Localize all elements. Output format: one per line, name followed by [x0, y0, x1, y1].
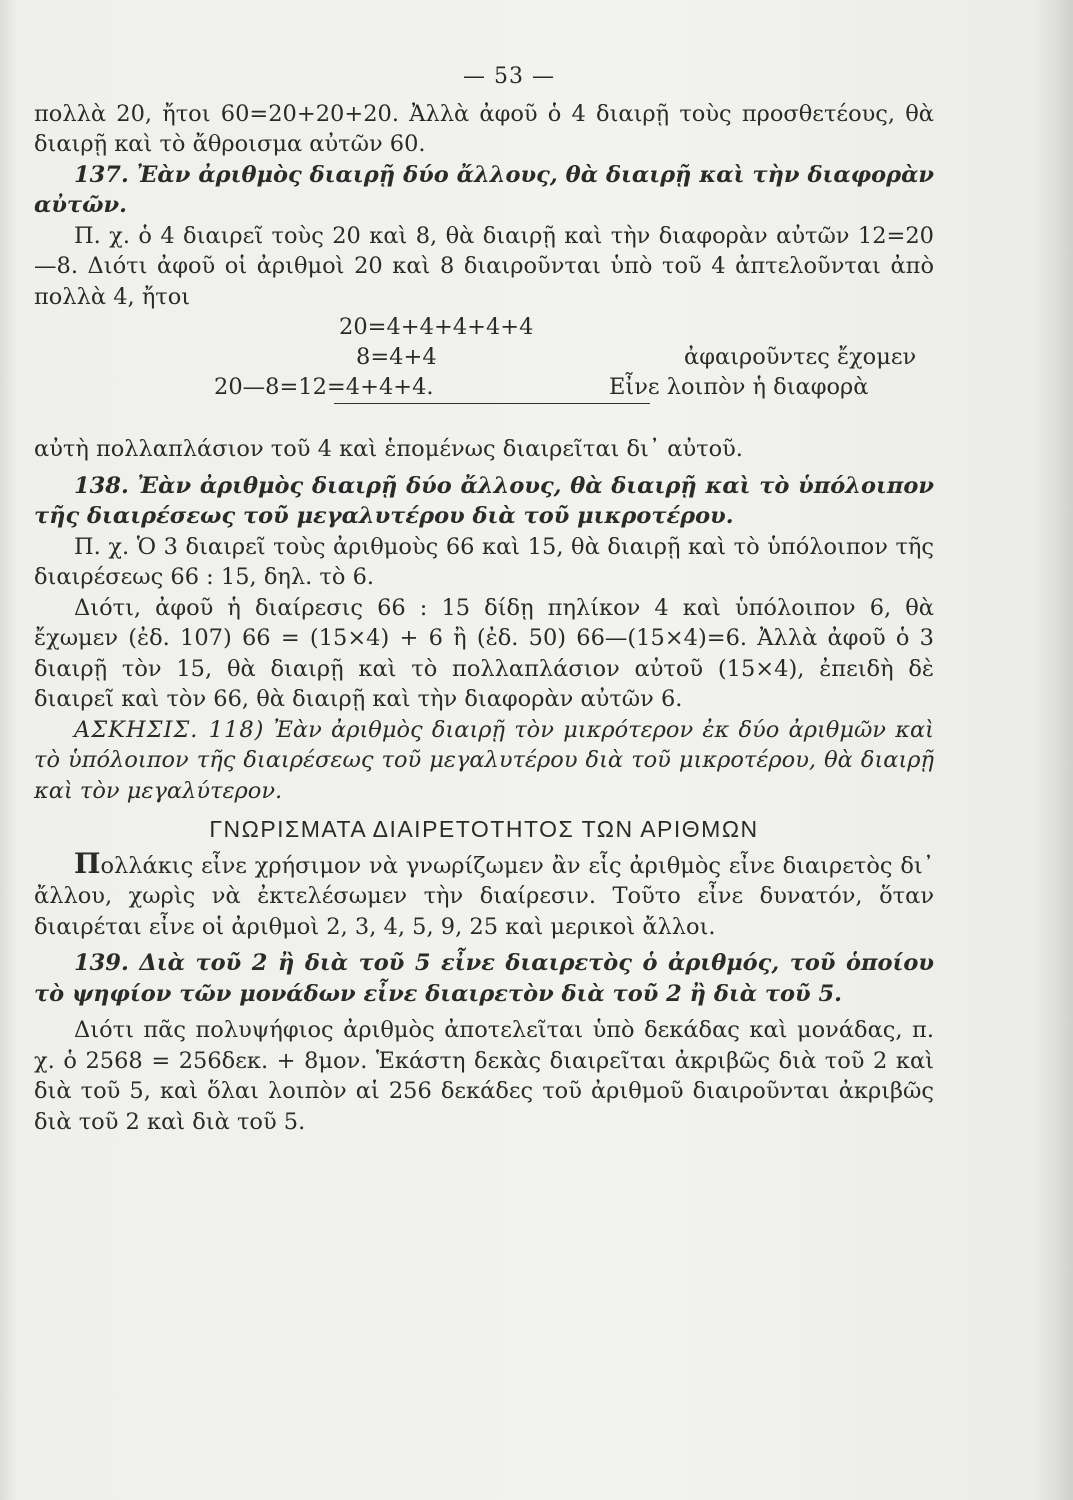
theorem-139: 139. Διὰ τοῦ 2 ἢ διὰ τοῦ 5 εἶνε διαιρετὸς ὁ ἀριθμός, τοῦ ὁποίου τὸ ψηφίον τῶν μονάδων εἶνε διαιρετὸν διὰ τοῦ 2 ἢ διὰ τοῦ 5. [34, 950, 934, 1007]
equation-1: 20=4+4+4+4+4 [339, 314, 534, 340]
subtraction-equations [34, 312, 934, 434]
paragraph-138-proof: Διότι, ἀφοῦ ἡ διαίρεσις 66 : 15 δίδῃ πηλίκον 4 καὶ ὑπόλοιπον 6, θὰ ἔχωμεν (ἐδ. 107) 66 = (15×4) + 6 ἢ (ἐδ. 50) 66—(15×4)=6. Ἀλλὰ ἀφοῦ ὁ 3 διαιρῇ τὸν 15, θὰ διαιρῇ καὶ τὸ πολλαπλάσιον αὐτοῦ (15×4), ἐπειδὴ δὲ διαιρεῖ καὶ τὸν 66, θὰ διαιρῇ καὶ τὴν διαφορὰν αὐτῶν 6. [34, 594, 934, 712]
exercise-text: Ἐὰν ἀριθμὸς διαιρῇ τὸν μικρότερον ἐκ δύο ἀριθμῶν καὶ τὸ ὑπόλοιπον τῆς διαιρέσεως τοῦ μεγαλυτέρου διὰ τοῦ μικροτέρου, θὰ διαιρῇ καὶ τὸν μεγαλύτερον. [34, 716, 935, 804]
equation-3: 20—8=12=4+4+4. [214, 374, 434, 400]
section-heading: ΓΝΩΡΙΣΜΑΤΑ ΔΙΑΙΡΕΤΟΤΗΤΟΣ ΤΩΝ ΑΡΙΘΜΩΝ [209, 816, 759, 842]
page-spine-shadow [1033, 0, 1073, 1500]
paragraph-137-conclusion: αὐτὴ πολλαπλάσιον τοῦ 4 καὶ ἑπομένως διαιρεῖται δι᾽ αὐτοῦ. [34, 436, 743, 462]
drop-cap: Π [74, 846, 101, 880]
paragraph-137-example: Π. χ. ὁ 4 διαιρεῖ τοὺς 20 καὶ 8, θὰ διαιρῇ καὶ τὴν διαφορὰν αὐτῶν 12=20—8. Διότι ἀφοῦ οἱ ἀριθμοὶ 20 καὶ 8 διαιροῦνται ὑπὸ τοῦ 4 ἀπτελοῦνται ἀπὸ πολλὰ 4, ἤτοι [34, 222, 934, 310]
paragraph-138-example: Π. χ. Ὁ 3 διαιρεῖ τοὺς ἀριθμοὺς 66 καὶ 15, θὰ διαιρῇ καὶ τὸ ὑπόλοιπον τῆς διαιρέσεως 66 : 15, δηλ. τὸ 6. [34, 533, 934, 590]
page-number: — 53 — [463, 64, 555, 89]
equation-2-note: ἀφαιροῦντες ἔχομεν [684, 344, 917, 370]
theorem-137: 137. Ἐὰν ἀριθμὸς διαιρῇ δύο ἄλλους, θὰ διαιρῇ καὶ τὴν διαφορὰν αὐτῶν. [34, 161, 934, 218]
exercise-118 [34, 715, 934, 807]
paragraph-continuation: πολλὰ 20, ἤτοι 60=20+20+20. Ἀλλὰ ἀφοῦ ὁ 4 διαιρῇ τοὺς προσθετέους, θὰ διαιρῇ καὶ τὸ ἄθροισμα αὐτῶν 60. [34, 100, 934, 157]
exercise-label: ΑΣΚΗΣΙΣ. 118) [74, 716, 265, 743]
theorem-138: 138. Ἐὰν ἀριθμὸς διαιρῇ δύο ἄλλους, θὰ διαιρῇ καὶ τὸ ὑπόλοιπον τῆς διαιρέσεως τοῦ μεγαλυτέρου διὰ τοῦ μικροτέρου. [34, 472, 934, 529]
page-content [34, 62, 934, 1137]
paragraph-139-proof: Διότι πᾶς πολυψήφιος ἀριθμὸς ἀποτελεῖται ὑπὸ δεκάδας καὶ μονάδας, π. χ. ὁ 2568 = 256δεκ. + 8μον. Ἑκάστη δεκὰς διαιρεῖται ἀκριβῶς διὰ τοῦ 2 καὶ διὰ τοῦ 5, καὶ ὅλαι λοιπὸν αἱ 256 δεκάδες τοῦ ἀριθμοῦ διαιροῦνται ἀκριβῶς διὰ τοῦ 2 καὶ διὰ τοῦ 5. [34, 1017, 934, 1135]
equation-3-note: Εἶνε λοιπὸν ἡ διαφορὰ [609, 374, 869, 400]
paragraph-intro-text: ολλάκις εἶνε χρήσιμον νὰ γνωρίζωμεν ἂν εἷς ἀριθμὸς εἶνε διαιρετὸς δι᾽ ἄλλου, χωρὶς νὰ ἐκτελέσωμεν τὴν διαίρεσιν. Τοῦτο εἶνε δυνατόν, ὅταν διαιρέται εἶνε οἱ ἀριθμοὶ 2, 3, 4, 5, 9, 25 καὶ μερικοὶ ἄλλοι. [34, 852, 934, 940]
equation-2: 8=4+4 [356, 344, 437, 370]
subtraction-rule [334, 403, 650, 404]
paragraph-intro [34, 846, 934, 943]
